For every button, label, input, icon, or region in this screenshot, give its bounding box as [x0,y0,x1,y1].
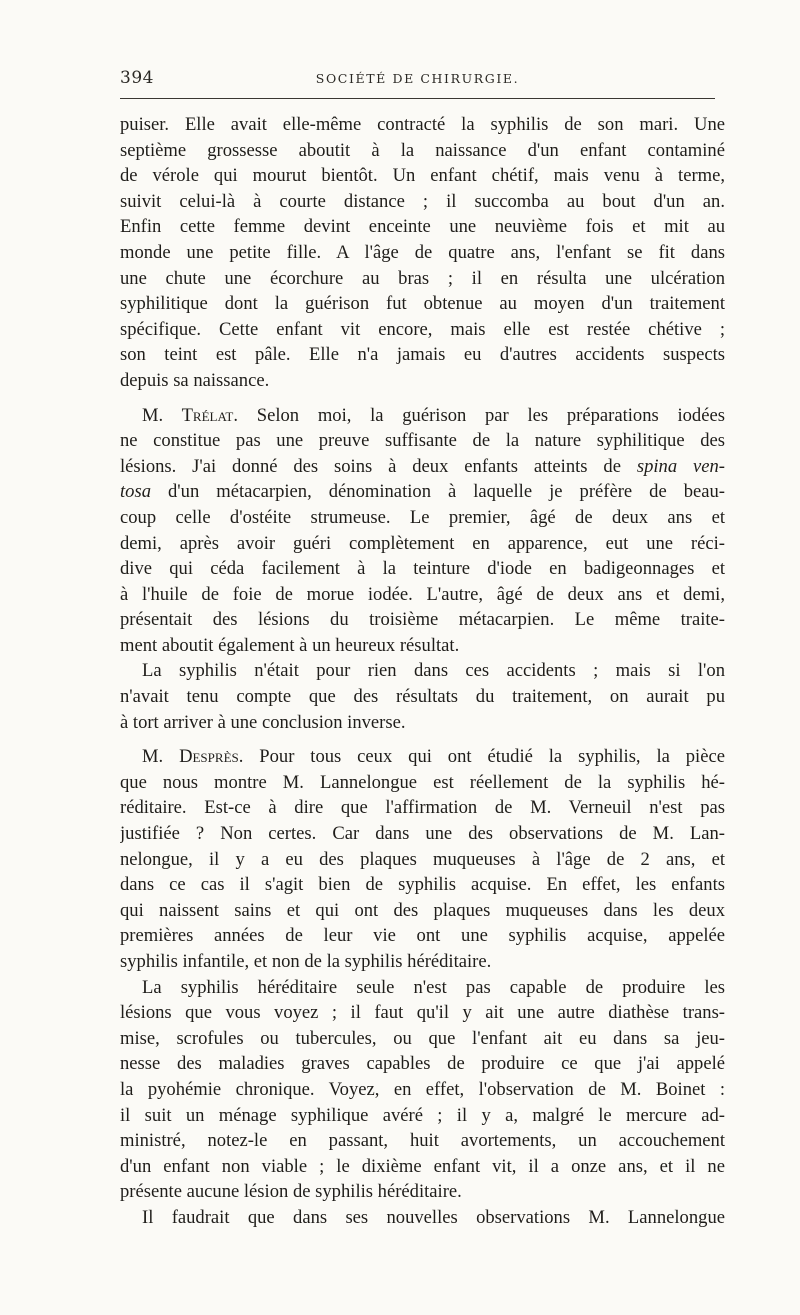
text-line: depuis sa naissance. [120,369,270,391]
page-number: 394 [120,68,154,88]
italic-term: tosa [120,481,151,503]
header-rule [120,98,715,99]
text-line: septième grossesse aboutit à la naissance d'un enfant contaminé [120,139,725,161]
text-line [120,454,725,480]
text-line: La syphilis n'était pour rien dans ces accidents ; mais si l'on [142,660,725,682]
text-line: présente aucune lésion de syphilis héréditaire. [120,1181,462,1203]
text-line: nelongue, il y a eu des plaques muqueuses à l'âge de 2 ans, et [120,848,725,870]
text-line: ministré, notez-le en passant, huit avortements, un accouchement [120,1130,725,1152]
italic-term: spina ven- [636,455,725,477]
paragraph [120,975,725,1205]
page-header [120,68,715,94]
paragraph-trelat [120,403,725,659]
text-line: son teint est pâle. Elle n'a jamais eu d'autres accidents suspects [120,344,725,366]
text-line [120,744,725,770]
text-run: Pour tous ceux qui ont étudié la syphilis, la pièce [243,746,725,768]
text-line: que nous montre M. Lannelongue est réellement de la syphilis hé- [120,771,725,793]
text-line: syphilitique dont la guérison fut obtenue au moyen d'un traitement [120,293,725,315]
text-line: spécifique. Cette enfant vit encore, mais elle est restée chétive ; [120,318,725,340]
text-line: nesse des maladies graves capables de produire ce que j'ai appelé [120,1053,725,1075]
paragraph [120,1205,725,1231]
text-run: Selon moi, la guérison par les préparations iodées [238,404,725,426]
text-line: qui naissent sains et qui ont des plaques muqueuses dans les deux [120,899,725,921]
text-run: d'un métacarpien, dénomination à laquelle je préfère de beau- [151,481,725,503]
text-line: puiser. Elle avait elle-même contracté la syphilis de son mari. Une [120,114,725,135]
speaker-name: M. Trélat. [142,404,239,426]
text-line: n'avait tenu compte que des résultats du traitement, on aurait pu [120,686,725,708]
text-line: premières années de leur vie ont une syphilis acquise, appelée [120,925,725,947]
text-line: il suit un ménage syphilique avéré ; il y a, malgré le mercure ad- [120,1104,725,1126]
text-line: ne constitue pas une preuve suffisante de la nature syphilitique des [120,430,725,452]
text-line: à tort arriver à une conclusion inverse. [120,711,406,733]
text-run: lésions. J'ai donné des soins à deux enfants atteints de [120,455,637,477]
text-line: mise, scrofules ou tubercules, ou que l'enfant ait eu dans sa jeu- [120,1027,725,1049]
text-line: une chute une écorchure au bras ; il en résulta une ulcération [120,267,725,289]
paragraph [120,658,725,735]
text-line: lésions que vous voyez ; il faut qu'il y ait une autre diathèse trans- [120,1002,725,1024]
paragraph-continuation [120,112,725,394]
text-line: dans ce cas il s'agit bien de syphilis acquise. En effet, les enfants [120,874,725,896]
text-line: réditaire. Est-ce à dire que l'affirmation de M. Verneuil n'est pas [120,797,725,819]
body-text [120,112,725,1231]
text-line: Il faudrait que dans ses nouvelles observations M. Lannelongue [142,1206,725,1228]
text-line: à l'huile de foie de morue iodée. L'autre, âgé de deux ans et demi, [120,583,725,605]
text-line: Enfin cette femme devint enceinte une neuvième fois et mit au [120,216,725,238]
text-line: d'un enfant non viable ; le dixième enfant vit, il a onze ans, et il ne [120,1155,725,1177]
text-line [120,479,725,505]
text-line: syphilis infantile, et non de la syphilis héréditaire. [120,951,492,972]
text-line [120,403,725,429]
running-title: SOCIÉTÉ DE CHIRURGIE. [315,71,520,86]
text-line: La syphilis héréditaire seule n'est pas capable de produire les [142,976,725,998]
speaker-name: M. Desprès. [142,746,244,768]
text-line: la pyohémie chronique. Voyez, en effet, l'observation de M. Boinet : [120,1078,725,1100]
text-line: dive qui céda facilement à la teinture d'iode en badigeonnages et [120,558,725,580]
text-line: justifiée ? Non certes. Car dans une des observations de M. Lan- [120,823,725,845]
paragraph-despres [120,744,725,974]
text-line: de vérole qui mourut bientôt. Un enfant chétif, mais venu à terme, [120,165,725,187]
text-line: coup celle d'ostéite strumeuse. Le premier, âgé de deux ans et [120,506,725,528]
text-line: demi, après avoir guéri complètement en apparence, eut une réci- [120,532,725,554]
text-line: suivit celui-là à courte distance ; il succomba au bout d'un an. [120,190,725,212]
text-line: présentait des lésions du troisième métacarpien. Le même traite- [120,609,725,631]
text-line: monde une petite fille. A l'âge de quatre ans, l'enfant se fit dans [120,241,725,263]
text-line: ment aboutit également à un heureux résultat. [120,634,460,656]
